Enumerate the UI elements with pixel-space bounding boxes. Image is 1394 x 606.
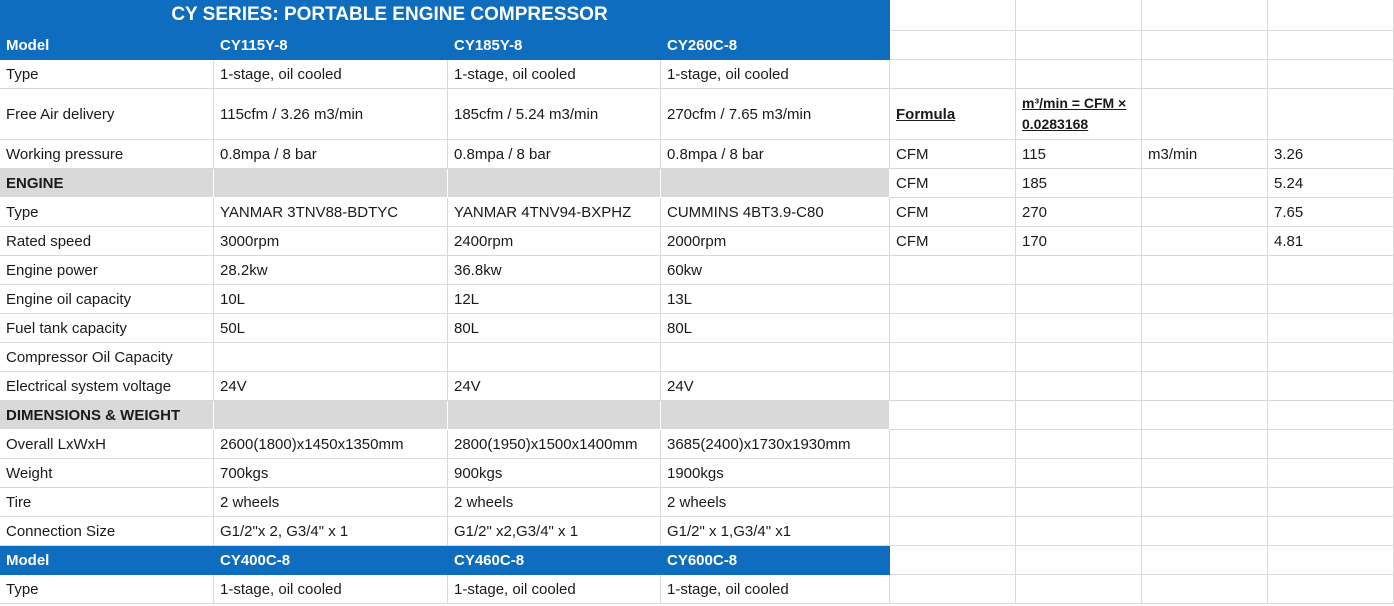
grid-cell[interactable]: 1-stage, oil cooled [448,60,661,89]
grid-cell[interactable] [890,60,1016,89]
grid-cell[interactable] [890,546,1016,575]
grid-cell[interactable] [1268,60,1394,89]
section-header-cell[interactable]: ENGINE [0,169,214,198]
formula-expression[interactable]: m³/min = CFM × 0.0283168 [1016,89,1142,140]
grid-cell[interactable] [1268,314,1394,343]
grid-cell[interactable]: 1-stage, oil cooled [448,575,661,604]
grid-cell[interactable] [448,343,661,372]
grid-cell[interactable]: 7.65 [1268,198,1394,227]
grid-cell[interactable] [1142,546,1268,575]
grid-cell[interactable]: 28.2kw [214,256,448,285]
grid-cell[interactable]: 12L [448,285,661,314]
row-label-cell[interactable]: Free Air delivery [0,89,214,140]
table-row [0,140,1394,169]
grid-cell[interactable] [1016,517,1142,546]
grid-cell[interactable]: 3685(2400)x1730x1930mm [661,430,890,459]
grid-cell[interactable] [1268,575,1394,604]
grid-cell[interactable]: 4.81 [1268,227,1394,256]
table-row [0,198,1394,227]
formula-label[interactable]: Formula [890,89,1016,140]
grid-cell[interactable] [1142,227,1268,256]
grid-cell[interactable]: 24V [661,372,890,401]
section-header-cell[interactable]: DIMENSIONS & WEIGHT [0,401,214,430]
grid-cell[interactable]: 2000rpm [661,227,890,256]
grid-cell[interactable] [1268,546,1394,575]
table-row [0,169,1394,198]
model-header-cell[interactable]: CY460C-8 [448,546,661,575]
grid-cell[interactable] [1268,401,1394,430]
grid-cell[interactable]: 1900kgs [661,459,890,488]
table-row [0,372,1394,401]
grid-cell[interactable] [1016,546,1142,575]
grid-cell[interactable] [1268,488,1394,517]
table-row [0,459,1394,488]
grid-cell[interactable]: 3.26 [1268,140,1394,169]
grid-cell[interactable]: 185cfm / 5.24 m3/min [448,89,661,140]
grid-cell[interactable] [1268,372,1394,401]
grid-cell[interactable]: 2 wheels [214,488,448,517]
grid-cell[interactable]: 24V [448,372,661,401]
grid-cell[interactable] [1142,459,1268,488]
grid-cell[interactable]: 1-stage, oil cooled [214,575,448,604]
grid-cell[interactable] [1016,343,1142,372]
model-header-cell[interactable]: CY115Y-8 [214,31,448,60]
table-row [0,256,1394,285]
grid-cell[interactable]: 900kgs [448,459,661,488]
grid-cell[interactable]: G1/2" x2,G3/4" x 1 [448,517,661,546]
table-row [0,546,1394,575]
grid-cell[interactable]: 270cfm / 7.65 m3/min [661,89,890,140]
grid-cell[interactable]: 115cfm / 3.26 m3/min [214,89,448,140]
grid-cell[interactable] [1142,401,1268,430]
grid-cell[interactable] [1142,314,1268,343]
grid-cell[interactable] [1016,314,1142,343]
row-label-cell[interactable]: Electrical system voltage [0,372,214,401]
grid-cell[interactable] [890,575,1016,604]
grid-cell[interactable] [890,31,1016,60]
grid-cell[interactable]: G1/2" x 1,G3/4" x1 [661,517,890,546]
grid-cell[interactable] [1268,31,1394,60]
grid-cell[interactable] [1016,488,1142,517]
table-row [0,488,1394,517]
table-row [0,517,1394,546]
table-row [0,575,1394,604]
grid-cell[interactable]: 60kw [661,256,890,285]
table-row [0,227,1394,256]
row-label-cell[interactable]: Tire [0,488,214,517]
grid-cell[interactable]: 2 wheels [661,488,890,517]
grid-cell[interactable]: 2800(1950)x1500x1400mm [448,430,661,459]
grid-cell[interactable] [1016,575,1142,604]
grid-cell[interactable]: 2600(1800)x1450x1350mm [214,430,448,459]
row-label-cell[interactable]: Type [0,60,214,89]
row-label-cell[interactable]: Weight [0,459,214,488]
grid-cell[interactable] [1016,459,1142,488]
grid-cell[interactable]: 0.8mpa / 8 bar [661,140,890,169]
grid-cell[interactable]: 5.24 [1268,169,1394,198]
grid-cell[interactable]: CUMMINS 4BT3.9-C80 [661,198,890,227]
grid-cell[interactable] [1016,401,1142,430]
grid-cell[interactable] [890,517,1016,546]
grid-cell[interactable] [1142,198,1268,227]
grid-cell[interactable]: 10L [214,285,448,314]
row-label-cell[interactable]: Overall LxWxH [0,430,214,459]
grid-cell[interactable]: 270 [1016,198,1142,227]
grid-cell[interactable]: YANMAR 4TNV94-BXPHZ [448,198,661,227]
grid-cell[interactable] [214,401,448,430]
grid-cell[interactable]: 0.8mpa / 8 bar [214,140,448,169]
grid-cell[interactable] [1142,372,1268,401]
grid-cell[interactable] [1142,169,1268,198]
grid-cell[interactable] [448,401,661,430]
model-header-cell[interactable]: Model [0,546,214,575]
row-label-cell[interactable]: Connection Size [0,517,214,546]
grid-cell[interactable] [1268,430,1394,459]
table-row [0,314,1394,343]
grid-cell[interactable]: 50L [214,314,448,343]
grid-cell[interactable] [1268,89,1394,140]
grid-cell[interactable]: 1-stage, oil cooled [214,60,448,89]
title-row [0,0,1394,31]
table-row [0,401,1394,430]
row-label-cell[interactable]: Type [0,198,214,227]
grid-cell[interactable]: 36.8kw [448,256,661,285]
table-row [0,31,1394,60]
grid-cell[interactable] [1268,343,1394,372]
row-label-cell[interactable]: Rated speed [0,227,214,256]
grid-cell[interactable] [448,169,661,198]
grid-cell[interactable] [890,285,1016,314]
grid-cell[interactable]: 2 wheels [448,488,661,517]
model-header-cell[interactable]: CY260C-8 [661,31,890,60]
grid-cell[interactable]: 700kgs [214,459,448,488]
grid-cell[interactable]: 13L [661,285,890,314]
grid-cell[interactable] [1142,60,1268,89]
grid-cell[interactable]: CFM [890,169,1016,198]
grid-cell[interactable] [1016,430,1142,459]
table-row [0,343,1394,372]
grid-cell[interactable] [1142,575,1268,604]
grid-cell[interactable] [1016,31,1142,60]
table-row [0,60,1394,89]
grid-cell[interactable] [661,401,890,430]
grid-cell[interactable] [1142,517,1268,546]
grid-cell[interactable] [1016,372,1142,401]
table-row [0,89,1394,140]
row-label-cell[interactable]: Engine power [0,256,214,285]
grid-cell[interactable] [890,430,1016,459]
grid-cell[interactable] [1142,89,1268,140]
grid-cell[interactable] [890,256,1016,285]
grid-cell[interactable]: YANMAR 3TNV88-BDTYC [214,198,448,227]
grid-cell[interactable] [890,0,1016,31]
grid-cell[interactable] [1142,256,1268,285]
sheet-title[interactable]: CY SERIES: PORTABLE ENGINE COMPRESSOR [0,0,890,31]
grid-cell[interactable] [890,372,1016,401]
grid-cell[interactable]: CFM [890,198,1016,227]
grid-cell[interactable] [1016,0,1142,31]
grid-cell[interactable] [1016,285,1142,314]
table-row [0,430,1394,459]
grid-cell[interactable]: 1-stage, oil cooled [661,575,890,604]
grid-cell[interactable]: 0.8mpa / 8 bar [448,140,661,169]
model-header-cell[interactable]: CY600C-8 [661,546,890,575]
grid-cell[interactable] [1268,0,1394,31]
grid-cell[interactable]: 80L [448,314,661,343]
row-label-cell[interactable]: Working pressure [0,140,214,169]
model-header-cell[interactable]: CY185Y-8 [448,31,661,60]
grid-cell[interactable]: G1/2"x 2, G3/4" x 1 [214,517,448,546]
grid-cell[interactable] [1268,517,1394,546]
grid-cell[interactable] [890,343,1016,372]
row-label-cell[interactable]: Compressor Oil Capacity [0,343,214,372]
grid-cell[interactable] [1142,285,1268,314]
grid-cell[interactable]: m3/min [1142,140,1268,169]
grid-cell[interactable] [1142,31,1268,60]
model-header-cell[interactable]: Model [0,31,214,60]
grid-cell[interactable] [214,169,448,198]
grid-cell[interactable]: CFM [890,227,1016,256]
grid-cell[interactable] [1142,0,1268,31]
grid-cell[interactable] [890,401,1016,430]
grid-cell[interactable] [1142,430,1268,459]
grid-cell[interactable]: 80L [661,314,890,343]
grid-cell[interactable] [1268,459,1394,488]
grid-cell[interactable] [890,488,1016,517]
row-label-cell[interactable]: Type [0,575,214,604]
grid-cell[interactable] [1016,60,1142,89]
grid-cell[interactable]: 3000rpm [214,227,448,256]
grid-cell[interactable]: 1-stage, oil cooled [661,60,890,89]
row-label-cell[interactable]: Engine oil capacity [0,285,214,314]
grid-cell[interactable] [214,343,448,372]
grid-cell[interactable]: 115 [1016,140,1142,169]
grid-cell[interactable] [1016,256,1142,285]
grid-cell[interactable] [890,459,1016,488]
grid-cell[interactable] [1142,488,1268,517]
grid-cell[interactable] [661,343,890,372]
table-row [0,285,1394,314]
grid-cell[interactable] [890,314,1016,343]
grid-cell[interactable]: 185 [1016,169,1142,198]
grid-cell[interactable] [1268,285,1394,314]
grid-cell[interactable]: 2400rpm [448,227,661,256]
grid-cell[interactable] [661,169,890,198]
model-header-cell[interactable]: CY400C-8 [214,546,448,575]
grid-cell[interactable]: 24V [214,372,448,401]
row-label-cell[interactable]: Fuel tank capacity [0,314,214,343]
grid-cell[interactable] [1268,256,1394,285]
grid-cell[interactable] [1142,343,1268,372]
grid-cell[interactable]: CFM [890,140,1016,169]
grid-cell[interactable]: 170 [1016,227,1142,256]
